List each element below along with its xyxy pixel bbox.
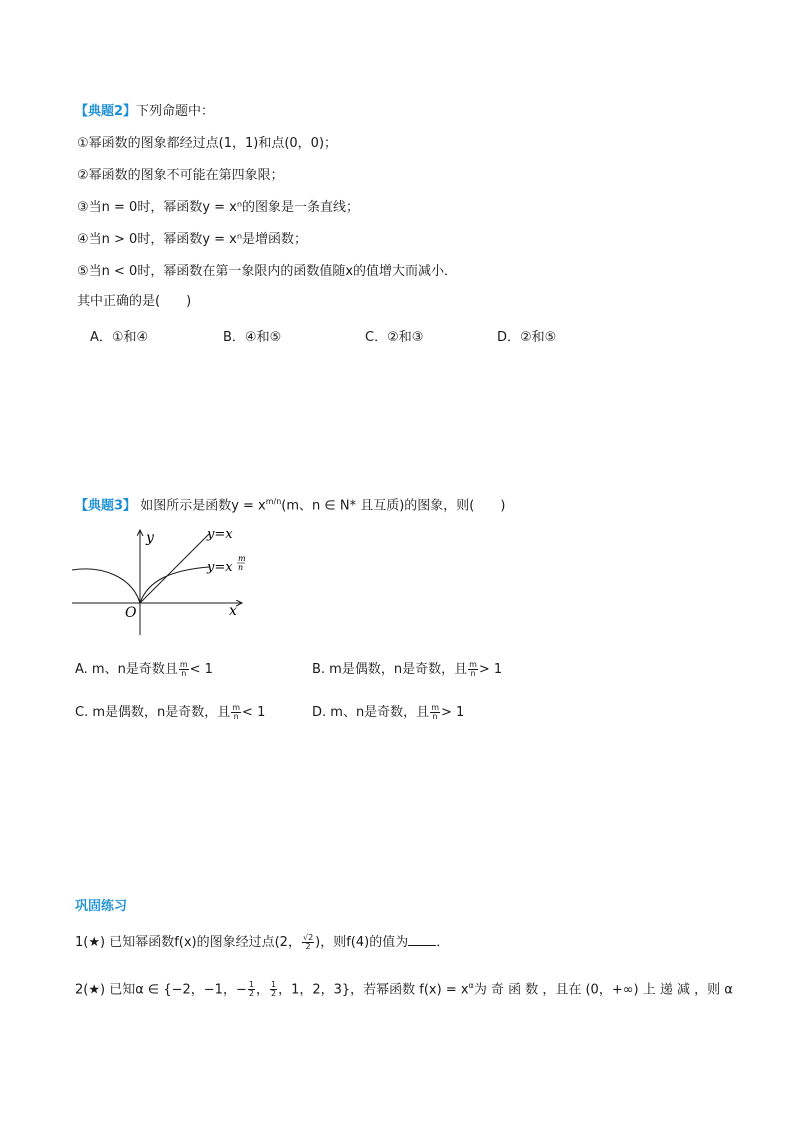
q3-option-d[interactable]: D. m、n是奇数，且 $\frac{m}{n}$ > 1 [312, 703, 465, 721]
practice-title: 巩固练习 [75, 899, 128, 914]
q2-question: 其中正确的是( ) [77, 294, 192, 309]
left-curve [72, 569, 140, 603]
practice-1: 1(★) 已知幂函数f(x)的图象经过点(2， $\frac{√2}{2}$ )，则f(4)的值为 ． [75, 933, 450, 951]
frac-m-n: $\frac{m}{n}$ [232, 703, 241, 721]
label-curve-exp-num: m [238, 554, 246, 563]
label-y: y [146, 530, 154, 546]
q2-item-1: ①幂函数的图象都经过点(1，1)和点(0，0)； [77, 136, 338, 151]
frac-sqrt2-over-2: $\frac{√2}{2}$ [302, 933, 314, 951]
q3-option-b[interactable]: B. m是偶数，n是奇数，且 $\frac{m}{n}$ > 1 [312, 660, 503, 678]
q2-tag: 【典题2】 [75, 104, 137, 119]
q2-option-c[interactable]: C．②和③ [365, 330, 424, 345]
label-x: x [229, 603, 237, 619]
q2-item-2: ②幂函数的图象不可能在第四象限； [77, 168, 284, 183]
q2-option-a[interactable]: A．①和④ [90, 330, 149, 345]
label-origin: O [125, 605, 137, 621]
q2-item-3: ③当n = 0时，幂函数y = xⁿ的图象是一条直线； [77, 200, 360, 215]
frac-half: $\frac{1}{2}$ [248, 980, 254, 999]
q2-stem-line [75, 103, 214, 121]
frac-m-n: $\frac{m}{n}$ [431, 703, 439, 721]
q3-stem-pre: 如图所示是函数y = x [140, 498, 266, 514]
q2-stem: 下列命题中： [136, 104, 215, 119]
right-curve [140, 567, 209, 603]
label-curve: y=x [207, 560, 233, 575]
q3-stem-line [75, 493, 505, 515]
q3-tag: 【典题3】 [75, 498, 137, 514]
q2-item-4: ④当n > 0时，幂函数y = xⁿ是增函数； [77, 232, 308, 247]
frac-m-n: $\frac{m}{n}$ [469, 660, 477, 678]
q3-stem-post: (m、n ∈ N* 且互质)的图象，则( ) [281, 498, 506, 514]
frac-m-n: $\frac{m}{n}$ [179, 660, 188, 678]
q2-option-d[interactable]: D．②和⑤ [497, 330, 557, 345]
q2-option-b[interactable]: B．④和⑤ [223, 330, 282, 345]
label-line: y=x [207, 527, 233, 542]
q3-option-c[interactable]: C. m是偶数，n是奇数，且 $\frac{m}{n}$ < 1 [75, 703, 266, 721]
practice-2: 2(★) 已知α ∈ {−2，−1，− $\frac{1}{2}$ ， $\frac{1}{2}$ ，1，2，3}，若幂函数 $f(x) = x^\alpha$为 奇 函 数 ，且在 (0，+∞) 上 递 减 ，则 α [75, 980, 733, 999]
frac-half: $\frac{1}{2}$ [270, 980, 277, 999]
q3-graph [72, 525, 262, 640]
q2-item-5: ⑤当n < 0时，幂函数在第一象限内的函数值随x的值增大而减小． [77, 264, 458, 279]
label-curve-exp-den: n [238, 563, 244, 572]
answer-blank[interactable] [408, 933, 436, 946]
q3-option-a[interactable]: A. m、n是奇数且 $\frac{m}{n}$ < 1 [75, 660, 213, 678]
q3-stem-exponent: m/n [265, 497, 282, 506]
